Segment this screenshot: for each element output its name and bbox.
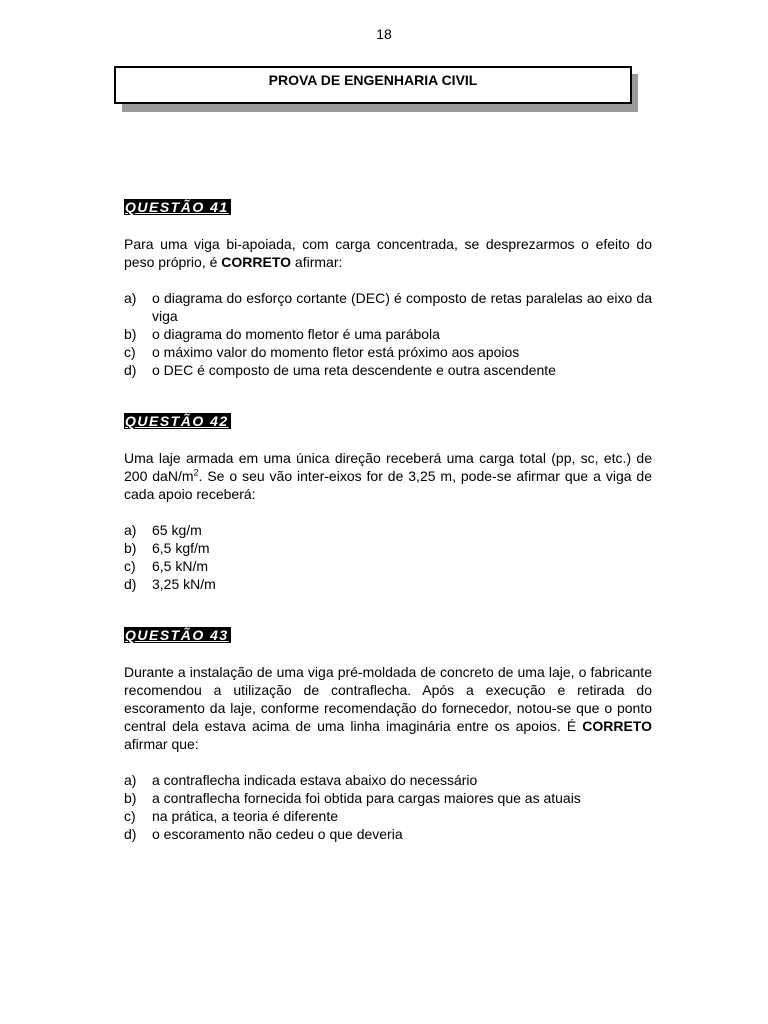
question-heading: QUESTÃO 41 bbox=[125, 199, 229, 215]
option-text: o diagrama do momento fletor é uma parábola bbox=[152, 326, 440, 342]
option-b bbox=[124, 539, 652, 557]
option-text: o diagrama do esforço cortante (DEC) é composto de retas paralelas ao eixo da viga bbox=[152, 290, 652, 324]
question-43 bbox=[124, 626, 652, 843]
option-d bbox=[124, 575, 652, 593]
option-b bbox=[124, 325, 652, 343]
question-42 bbox=[124, 412, 652, 593]
option-text: o DEC é composto de uma reta descendente e outra ascendente bbox=[152, 362, 556, 378]
option-text: 6,5 kgf/m bbox=[152, 540, 210, 556]
answer-options bbox=[124, 771, 652, 843]
statement-text-end: . Se o seu vão inter-eixos for de 3,25 m, pode-se afirmar que a viga de cada apoio receberá: bbox=[124, 468, 652, 502]
statement-emphasis: CORRETO bbox=[221, 254, 292, 270]
option-letter: b) bbox=[124, 540, 137, 556]
page-number: 18 bbox=[376, 26, 392, 42]
option-letter: c) bbox=[124, 558, 136, 574]
question-heading: QUESTÃO 43 bbox=[125, 627, 229, 643]
option-letter: d) bbox=[124, 362, 137, 378]
answer-options bbox=[124, 521, 652, 593]
option-text: 65 kg/m bbox=[152, 522, 202, 538]
exam-title: PROVA DE ENGENHARIA CIVIL bbox=[268, 72, 478, 88]
option-letter: a) bbox=[124, 290, 137, 306]
question-statement bbox=[124, 663, 652, 753]
option-letter: a) bbox=[124, 522, 137, 538]
option-text: 3,25 kN/m bbox=[152, 576, 216, 592]
option-c bbox=[124, 343, 652, 361]
title-frame bbox=[114, 66, 632, 104]
option-text: 6,5 kN/m bbox=[152, 558, 209, 574]
statement-text-end: afirmar: bbox=[291, 254, 343, 270]
question-statement bbox=[124, 235, 652, 271]
option-a bbox=[124, 521, 652, 539]
option-letter: c) bbox=[124, 344, 136, 360]
answer-options bbox=[124, 289, 652, 379]
option-a bbox=[124, 771, 652, 789]
option-letter: d) bbox=[124, 826, 137, 842]
superscript: 2 bbox=[193, 467, 199, 478]
option-letter: c) bbox=[124, 808, 136, 824]
option-letter: b) bbox=[124, 790, 137, 806]
question-heading: QUESTÃO 42 bbox=[125, 413, 229, 429]
question-statement bbox=[124, 449, 652, 503]
option-c bbox=[124, 807, 652, 825]
statement-text: Uma laje armada em uma única direção receberá uma carga total (pp, sc, etc.) de 200 daN/m bbox=[124, 450, 652, 484]
statement-emphasis: CORRETO bbox=[582, 718, 652, 734]
question-41 bbox=[124, 198, 652, 379]
option-text: na prática, a teoria é diferente bbox=[152, 808, 339, 824]
option-text: o máximo valor do momento fletor está próximo aos apoios bbox=[152, 344, 520, 360]
option-d bbox=[124, 361, 652, 379]
statement-text-end: afirmar que: bbox=[124, 736, 199, 752]
option-text: a contraflecha indicada estava abaixo do necessário bbox=[152, 772, 478, 788]
statement-text: Durante a instalação de uma viga pré-moldada de concreto de uma laje, o fabricante recomendou a utilização de contraflecha. Após a execução e retirada do escoramento da laje, conforme recomendação do fornecedor, notou-se que o ponto central dela estava acima de uma linha imaginária entre os apoios. É bbox=[124, 664, 652, 734]
option-text: a contraflecha fornecida foi obtida para cargas maiores que as atuais bbox=[152, 790, 581, 806]
option-letter: d) bbox=[124, 576, 137, 592]
option-c bbox=[124, 557, 652, 575]
exam-title-box bbox=[114, 66, 632, 104]
option-letter: a) bbox=[124, 772, 137, 788]
option-d bbox=[124, 825, 652, 843]
option-a bbox=[124, 289, 652, 325]
option-b bbox=[124, 789, 652, 807]
option-text: o escoramento não cedeu o que deveria bbox=[152, 826, 403, 842]
option-letter: b) bbox=[124, 326, 137, 342]
statement-text: Para uma viga bi-apoiada, com carga concentrada, se desprezarmos o efeito do peso próprio, é bbox=[124, 236, 652, 270]
